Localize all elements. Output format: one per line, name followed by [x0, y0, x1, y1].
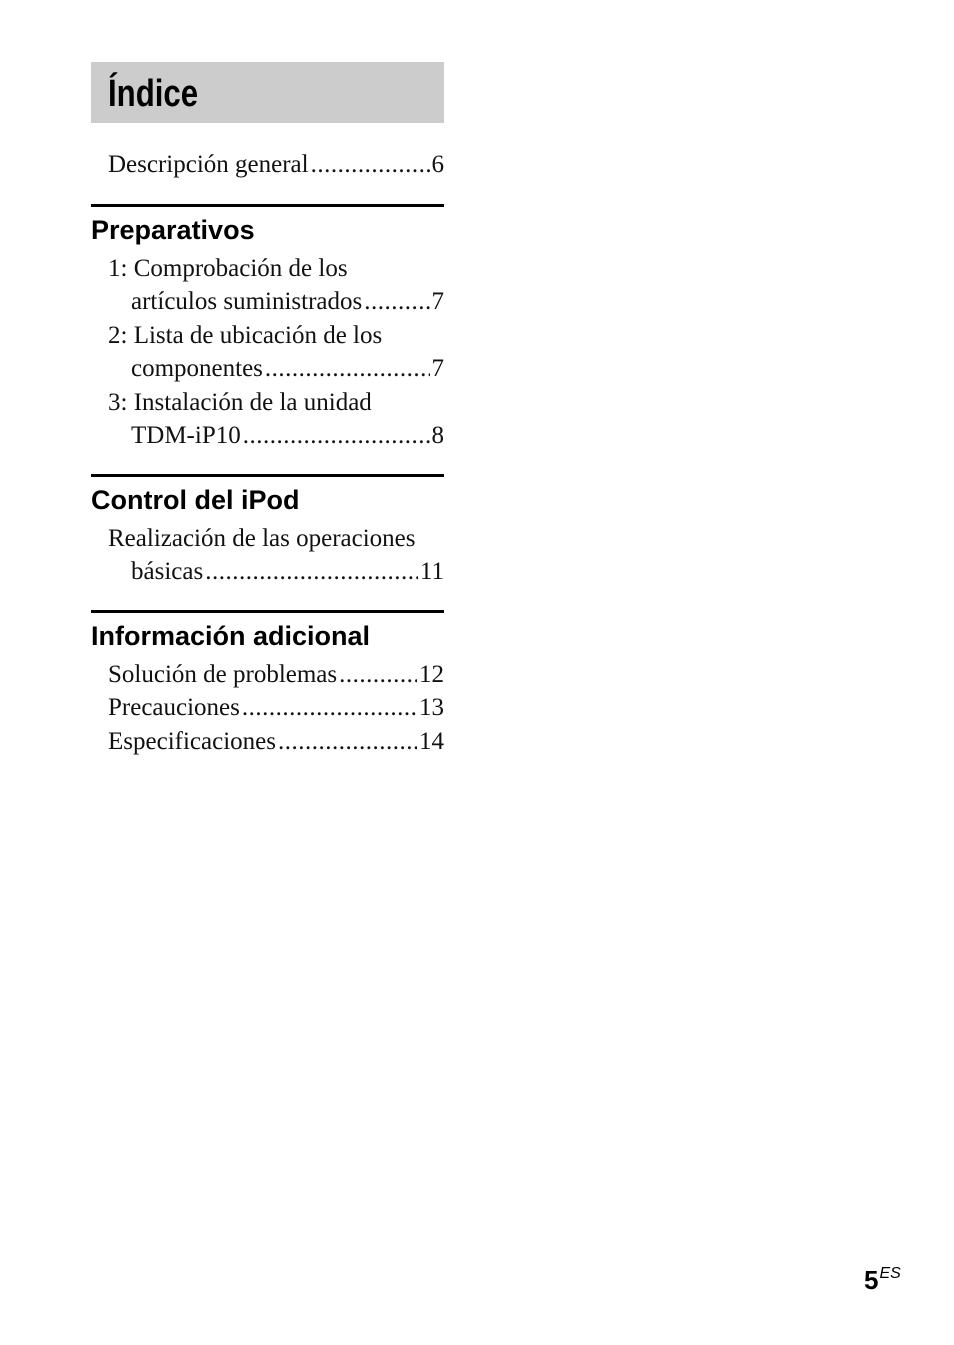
toc-entry-text: TDM-iP10 [131, 422, 241, 449]
section-control-ipod [91, 474, 444, 589]
dot-leader [243, 419, 430, 453]
toc-entry-text: Solución de problemas [108, 660, 338, 688]
page-title: Índice [108, 73, 199, 115]
toc-entry-line [91, 319, 444, 353]
toc-entry-line [91, 148, 444, 182]
footer-page-number: 5 [864, 1265, 879, 1295]
toc-entry-instalacion[interactable] [91, 386, 444, 453]
toc-entry-precauciones[interactable] [91, 691, 444, 725]
toc-entry-operaciones-basicas[interactable] [91, 522, 444, 589]
toc-page-number: 8 [431, 422, 444, 449]
toc-entry-text: 1: Comprobación de los [108, 254, 348, 282]
toc-entry-text: Precauciones [108, 694, 240, 721]
section-heading: Preparativos [91, 214, 255, 245]
toc-page-number: 6 [431, 151, 444, 178]
toc-entry-line [91, 725, 444, 759]
page-footer [864, 1265, 901, 1296]
dot-leader [205, 555, 418, 589]
dot-leader [311, 148, 430, 182]
section-informacion-adicional [91, 610, 444, 759]
toc-entry-text: componentes [131, 355, 263, 382]
toc-entry-text: Realización de las operaciones [108, 524, 416, 552]
toc-page-number: 12 [419, 660, 444, 688]
dot-leader [278, 725, 417, 759]
toc-entry-line [91, 691, 444, 725]
toc-entry-comprobacion[interactable] [91, 252, 444, 319]
toc-page-number: 14 [419, 727, 444, 755]
toc-entry-text: básicas [131, 558, 204, 585]
toc-entry-line [91, 658, 444, 692]
title-banner [91, 62, 444, 123]
toc-entry-solucion-problemas[interactable] [91, 658, 444, 692]
toc-page-number: 13 [419, 694, 444, 721]
toc-page-number: 11 [419, 558, 444, 585]
toc-entry-text: 3: Instalación de la unidad [108, 388, 372, 416]
section-preparativos [91, 204, 444, 453]
toc-entry-text: artículos suministrados [131, 288, 363, 315]
section-heading: Control del iPod [91, 484, 300, 515]
section-heading: Información adicional [91, 620, 371, 651]
toc-entry-line [91, 522, 444, 556]
toc-entry-line [91, 555, 444, 589]
toc-entry-text: Descripción general [108, 151, 309, 178]
toc-entry-text: 2: Lista de ubicación de los [108, 321, 383, 349]
toc-entry-line [91, 285, 444, 319]
table-of-contents [91, 62, 444, 758]
dot-leader [265, 352, 430, 386]
dot-leader [339, 658, 417, 692]
toc-entry-line [91, 386, 444, 420]
toc-entry-especificaciones[interactable] [91, 725, 444, 759]
toc-page-number: 7 [431, 355, 444, 382]
toc-entry-line [91, 419, 444, 453]
dot-leader [242, 691, 417, 725]
toc-page-number: 7 [431, 288, 444, 315]
toc-entry-line [91, 352, 444, 386]
toc-entry-descripcion-general[interactable] [91, 148, 444, 182]
dot-leader [364, 285, 429, 319]
toc-entry-text: Especificaciones [108, 727, 276, 755]
footer-language-code: ES [879, 1265, 901, 1282]
toc-entry-lista-ubicacion[interactable] [91, 319, 444, 386]
toc-entry-line [91, 252, 444, 286]
